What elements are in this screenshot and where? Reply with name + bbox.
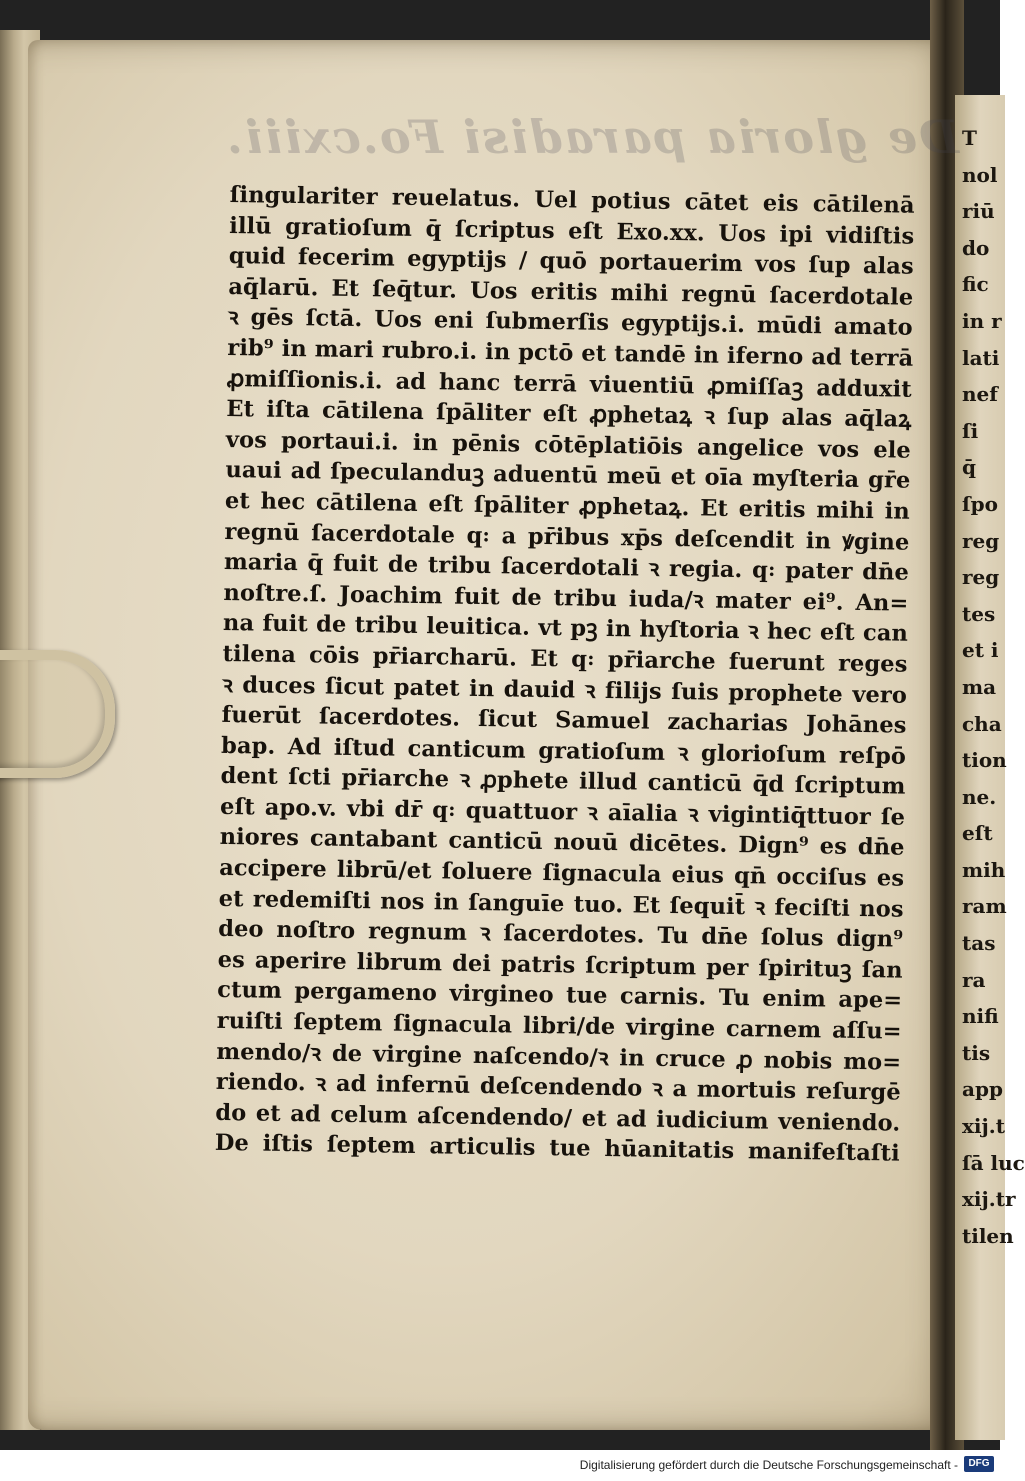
right-page-text bbox=[962, 120, 1025, 1254]
show-through-running-head: De gloria paradisi Fo.cxiii. bbox=[225, 110, 959, 164]
text-line: accipere librū/et ſoluere ſignacula eius qn̄ occiſus es bbox=[218, 854, 905, 892]
right-page-fragment: tas bbox=[962, 931, 996, 956]
text-line: fuerūt ſacerdotes. ſicut Samuel zacharias Johānes bbox=[221, 702, 907, 739]
text-line: na fuit de tribu leuitica. vt pꝫ in hyſtoria ꝛ hec eſt can bbox=[222, 610, 909, 648]
right-page-fragment: et i bbox=[962, 638, 999, 663]
text-line: ꝛ duces ſicut patet in dauid ꝛ filijs ſuis prophete vero bbox=[221, 671, 908, 709]
right-page-fragment: tilen bbox=[962, 1223, 1014, 1248]
right-page-fragment: nifi bbox=[962, 1004, 999, 1029]
text-line: quid fecerim egyptijs / quō portauerim vos ſup alas bbox=[228, 243, 914, 280]
text-line: et redemiſti nos in ſanguīe tuo. Et ſequit̄ ꝛ feciſti nos bbox=[218, 885, 904, 923]
funding-credit: Digitalisierung gefördert durch die Deutsche Forschungsgemeinschaft - bbox=[579, 1458, 958, 1472]
footer-bar bbox=[0, 1450, 1000, 1481]
right-page-fragment: nef bbox=[962, 382, 998, 407]
right-page-fragment: ne. bbox=[962, 784, 997, 809]
text-line: et hec cātilena eſt ſpāliter ꝓphetaꝝ. Et eritis mihi in bbox=[224, 487, 911, 525]
text-line: dent ſcti pr̄iarche ꝛ ꝓphete illud canticū q̄d ſcriptum bbox=[220, 763, 906, 800]
right-page-fragment: q̄ bbox=[962, 455, 976, 480]
right-page-fragment: T bbox=[962, 126, 977, 150]
text-line: bap. Ad iſtud canticum gratioſum ꝛ glorioſum reſpō bbox=[220, 732, 907, 770]
right-page-fragment: eſt bbox=[962, 821, 993, 846]
right-page-fragment: cha bbox=[962, 711, 1002, 736]
dfg-logo: DFG bbox=[964, 1456, 994, 1472]
right-page-fragment: ſpo bbox=[962, 491, 998, 516]
text-line: aq̄larū. Et ſeq̄tur. Uos eritis mihi regnū ſacerdotale bbox=[228, 273, 914, 311]
text-line: vos portaui.i. in pēnis cōtēplatiōis angelice vos ele bbox=[225, 426, 912, 464]
page-text-block bbox=[215, 180, 915, 1170]
text-line: ſingulariter reuelatus. Uel potius cātet eis cātilenā bbox=[229, 181, 915, 219]
right-page-fragment: xij.tr bbox=[962, 1187, 1016, 1212]
right-page-fragment: do bbox=[962, 235, 990, 260]
text-line: noſtre.ſ. Joachim fuit de tribu iuda/ꝛ mater ei⁹. An= bbox=[223, 579, 909, 617]
right-page-fragment: in r bbox=[962, 308, 1002, 333]
text-line: do et ad celum aſcendendo/ et ad iudicium veniendo. bbox=[215, 1099, 901, 1137]
text-line: maria q̄ fuit de tribu ſacerdotali ꝛ regia. q꞉ pater dn̄e bbox=[223, 549, 910, 586]
text-line: regnū ſacerdotale q꞉ a pr̄ibus xp̄s deſcendit in ꝟgine bbox=[224, 518, 910, 556]
text-line: mendo/ꝛ de virgine naſcendo/ꝛ in cruce ꝓ nobis mo= bbox=[216, 1038, 902, 1076]
text-line: Et iſta cātilena ſpāliter eſt ꝓphetaꝝ ꝛ ſup alas aq̄laꝝ bbox=[226, 396, 912, 433]
text-line: riendo. ꝛ ad infernū deſcendendo ꝛ a mortuis reſurgē bbox=[215, 1069, 901, 1106]
text-line: ꝓmiſſionis.i. ad hanc terrā viuentiū ꝓmiſſaꝫ adduxit bbox=[226, 365, 913, 403]
right-page-fragment: xij.t bbox=[962, 1114, 1005, 1139]
text-line: ruiſti ſeptem ſignacula libri/de virgine carnem aſſu= bbox=[216, 1007, 902, 1045]
text-line: niores cantabant canticū nouū dicētes. Dign⁹ es dn̄e bbox=[219, 824, 905, 862]
right-page-fragment: ſā luc bbox=[962, 1150, 1025, 1175]
text-line: De iſtis ſeptem articulis tue hūanitatis manifeſtaſti bbox=[214, 1130, 900, 1168]
right-page-fragment: lati bbox=[962, 345, 1000, 370]
right-page-fragment: riū bbox=[962, 199, 995, 224]
text-line: rib⁹ in mari rubro.i. in pctō et tandē in iferno ad terrā bbox=[227, 334, 914, 372]
text-line: eſt apo.v. vbi dr̄ q꞉ quattuor ꝛ aīalia ꝛ vigintiq̄ttuor ſe bbox=[219, 793, 906, 831]
right-page-fragment: tion bbox=[962, 748, 1007, 773]
right-page-fragment: fic bbox=[962, 272, 989, 297]
text-line: deo noſtro regnum ꝛ ſacerdotes. Tu dn̄e ſolus dign⁹ bbox=[218, 916, 904, 953]
right-page-fragment: reg bbox=[962, 565, 1000, 590]
right-page-fragment: app bbox=[962, 1077, 1003, 1102]
right-page-fragment: ra bbox=[962, 967, 986, 992]
right-page-fragment: ma bbox=[962, 674, 997, 699]
text-line: ctum pergameno virgineo tue carnis. Tu enim ape= bbox=[217, 977, 903, 1015]
right-page-fragment: ram bbox=[962, 894, 1007, 919]
text-line: uaui ad ſpeculanduꝫ aduentū meū et oīa myſteria gr̄e bbox=[225, 457, 911, 495]
text-line: illū gratioſum q̄ ſcriptus eſt Exo.xx. Uos ipi vidiſtis bbox=[229, 212, 915, 250]
book-clasp bbox=[0, 650, 115, 778]
right-page-fragment: mih bbox=[962, 857, 1006, 882]
text-line: es aperire librum dei patris ſcriptum per ſpirituꝫ ſan bbox=[217, 946, 903, 984]
right-page-fragment: tes bbox=[962, 601, 996, 626]
text-line: tilena cōis pr̄iarcharū. Et q꞉ pr̄iarche fuerunt reges bbox=[222, 640, 908, 678]
right-page-fragment: nol bbox=[962, 162, 998, 187]
text-line: ꝛ gēs ſctā. Uos eni ſubmerſis egyptijs.i. mūdi amato bbox=[227, 304, 913, 342]
right-page-fragment: tis bbox=[962, 1040, 991, 1065]
right-page-fragment: ſi bbox=[962, 418, 979, 443]
right-page-fragment: reg bbox=[962, 528, 1000, 553]
